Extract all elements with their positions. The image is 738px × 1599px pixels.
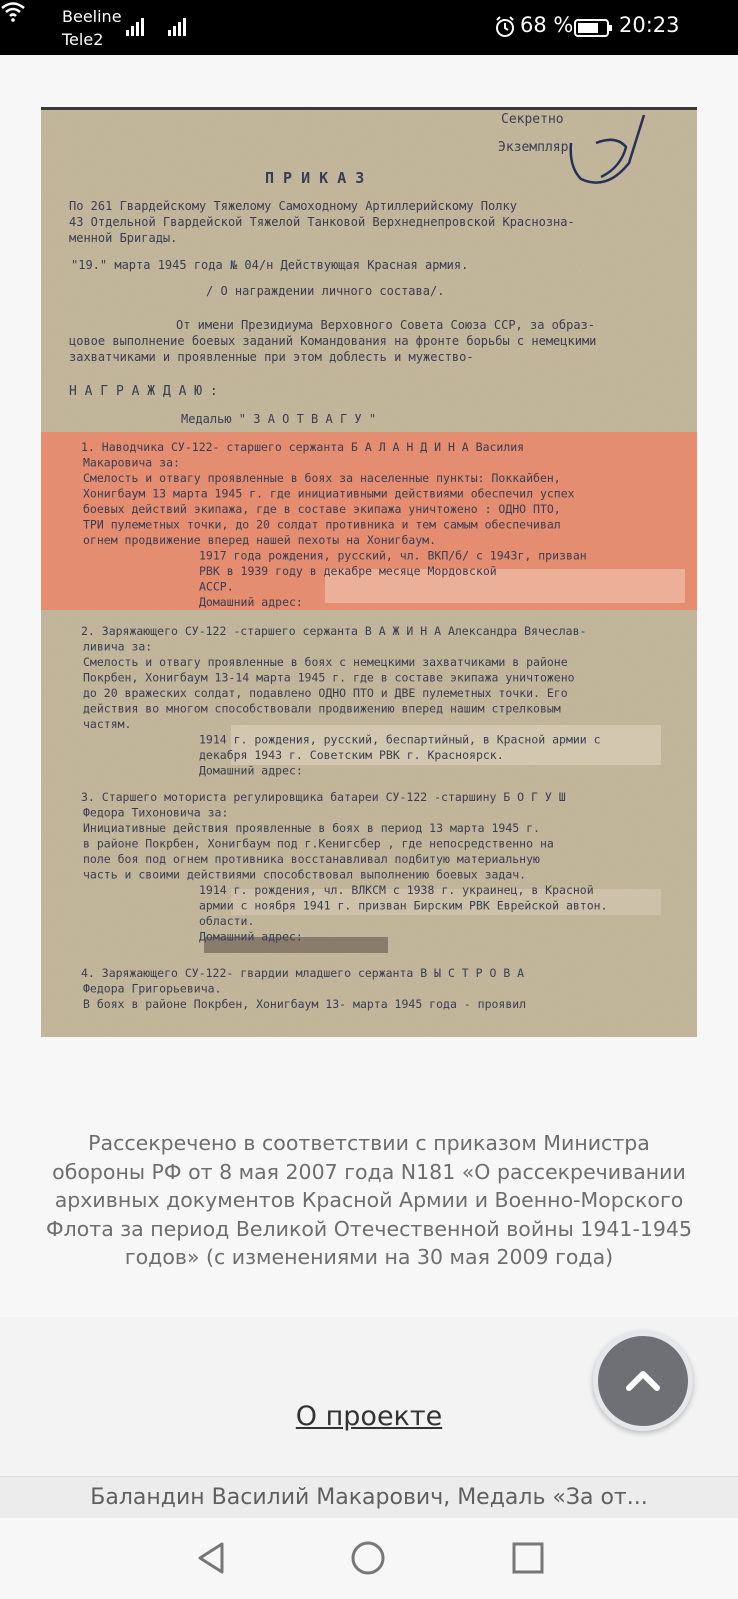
award-entry-line: области. bbox=[199, 914, 255, 928]
doc-date-line: "19." марта 1945 года № 04/н Действующая Красная армия. bbox=[71, 258, 469, 272]
doc-title: П Р И К А З bbox=[265, 169, 365, 187]
award-entry-line: до 20 вражеских солдат, подавлено ОДНО ПТО и ДВЕ пулеметных точки. Его bbox=[83, 686, 568, 700]
award-entry-line: АССР. bbox=[199, 579, 234, 594]
doc-medal-name: Медалью " З А О Т В А Г У " bbox=[181, 412, 377, 426]
doc-subject: / О награждении личного состава/. bbox=[206, 284, 445, 298]
signal-icon bbox=[126, 16, 150, 36]
recent-apps-icon[interactable] bbox=[510, 1540, 546, 1576]
award-entry-line: Домашний адрес: bbox=[199, 595, 303, 609]
award-entry-line: Федора Тихоновича за: bbox=[83, 805, 229, 820]
award-entry-line: ливича за: bbox=[83, 639, 153, 654]
award-entry-line: в районе Покрбен, Хонигбаум под г.Кенигсбер , где непосредственно на bbox=[83, 836, 554, 851]
award-entry-line: частям. bbox=[83, 717, 132, 731]
award-entry-line: боевых действий экипажа, где в составе экипажа уничтожено : ОДНО ПТО, bbox=[83, 502, 561, 516]
award-entry-line: 4. Заряжающего СУ-122- гвардии младшего сержанта В Ы С Т Р О В А bbox=[81, 966, 525, 980]
battery-percent: 68 % bbox=[520, 13, 574, 37]
award-entry-line: РВК в 1939 году в декабре месяце Мордовской bbox=[199, 564, 497, 578]
page-title-bar: Баландин Василий Макарович, Медаль «За от... bbox=[0, 1476, 738, 1519]
status-bar bbox=[0, 0, 738, 55]
award-entry-line: Домашний адрес: bbox=[199, 763, 303, 778]
award-entry-line: Федора Григорьевича. bbox=[83, 981, 222, 996]
award-entry-line: Смелость и отвагу проявленные в боях с немецкими захватчиками в районе bbox=[83, 655, 568, 669]
award-entry-line: Домашний адрес: bbox=[199, 929, 303, 944]
archive-document-scan[interactable] bbox=[41, 107, 697, 1037]
chevron-up-icon bbox=[625, 1368, 661, 1394]
copy-label: Экземпляр bbox=[498, 140, 569, 155]
award-entry-line: Инициативные действия проявленные в боях в период 13 марта 1945 г. bbox=[83, 821, 540, 835]
alarm-icon bbox=[494, 16, 516, 38]
doc-preamble: цовое выполнение боевых заданий Командования на фронте борьбы с немецкими bbox=[69, 334, 597, 348]
battery-icon bbox=[574, 19, 614, 37]
carrier-name-1: Beeline bbox=[62, 7, 122, 26]
page-content bbox=[0, 55, 738, 1317]
doc-header-line: 43 Отдельной Гвардейской Тяжелой Танковой Верхнеднепровской Краснозна- bbox=[69, 215, 575, 229]
back-icon[interactable] bbox=[194, 1540, 230, 1576]
award-entry-line: Хонигбаум 13 марта 1945 г. где инициативными действиями обеспечил успех bbox=[83, 486, 575, 501]
award-entry-line: 3. Старшего моториста регулировщика батареи СУ-122 -старшину Б О Г У Ш bbox=[81, 790, 566, 804]
clock: 20:23 bbox=[619, 13, 680, 37]
doc-header-line: менной Бригады. bbox=[69, 231, 178, 245]
award-entry-line: Покрбен, Хонигбаум 13-14 марта 1945 г. где в составе экипажа уничтожено bbox=[83, 670, 575, 685]
award-entry-line: поле боя под огнем противника восстанавливал подбитую материальную bbox=[83, 852, 540, 866]
award-entry-line: действия во многом способствовали продвижению вперед нашим стрелковым bbox=[83, 701, 561, 716]
doc-award-word: Н А Г Р А Ж Д А Ю : bbox=[69, 384, 218, 399]
award-entry-line: огнем продвижение вперед нашей пехоты на Хонигбаум. bbox=[83, 533, 437, 547]
carrier-name-2: Tele2 bbox=[62, 30, 104, 49]
award-entry-line: часть и своими действиями способствовал выполнению боевых задач. bbox=[83, 867, 527, 882]
wifi-icon bbox=[0, 0, 26, 22]
award-entry-line: 1914 г. рождения, русский, беспартийный, в Красной армии с bbox=[199, 732, 601, 747]
about-project-link[interactable]: О проекте bbox=[295, 1401, 443, 1432]
doc-preamble: захватчиками и проявленные при этом доблесть и мужество- bbox=[69, 350, 474, 364]
award-entry-line: 2. Заряжающего СУ-122 -старшего сержанта В А Ж И Н А Александра Вячеслав- bbox=[81, 624, 587, 638]
award-entry-line: 1917 года рождения, русский, чл. ВКП/б/ с 1943г, призван bbox=[199, 548, 587, 563]
secret-stamp: Секретно bbox=[501, 112, 564, 127]
award-entry-line: ТРИ пулеметных точки, до 20 солдат противника и тем самым обеспечивал bbox=[83, 517, 561, 532]
scroll-to-top-button[interactable] bbox=[593, 1331, 693, 1431]
declassification-caption: Рассекречено в соответствии с приказом Министра обороны РФ от 8 мая 2007 года N181 «О рассекречивании архивных документов Красной Армии и Военно-Морского Флота за период Великой Отечественной войны 1941-1945 годов» (с изменениями на 30 мая 2009 года) bbox=[45, 1131, 693, 1269]
system-nav-bar bbox=[0, 1518, 738, 1599]
award-entry-line: декабря 1943 г. Советским РВК г. Красноярск. bbox=[199, 748, 504, 762]
award-entry-line: 1. Наводчика СУ-122- старшего сержанта Б А Л А Н Д И Н А Василия bbox=[81, 440, 525, 454]
signal-icon bbox=[168, 16, 192, 36]
doc-preamble: От имени Президиума Верховного Совета Союза ССР, за образ- bbox=[176, 318, 596, 332]
award-entry-line: В боях в районе Покрбен, Хонигбаум 13- марта 1945 года - проявил bbox=[83, 997, 527, 1011]
award-entry-line: Макаровича за: bbox=[83, 455, 180, 470]
award-entry-line: армии с ноября 1941 г. призван Бирским РВК Еврейской автон. bbox=[199, 898, 608, 913]
award-entry-line: 1914 г. рождения, чл. ВЛКСМ с 1938 г. украинец, в Красной bbox=[199, 883, 594, 897]
doc-header-line: По 261 Гвардейскому Тяжелому Самоходному Артиллерийскому Полку bbox=[69, 199, 517, 213]
scan-top-edge bbox=[41, 107, 697, 110]
award-entry-line: Смелость и отвагу проявленные в боях за населенные пункты: Поккайбен, bbox=[83, 471, 561, 485]
home-icon[interactable] bbox=[350, 1540, 386, 1576]
